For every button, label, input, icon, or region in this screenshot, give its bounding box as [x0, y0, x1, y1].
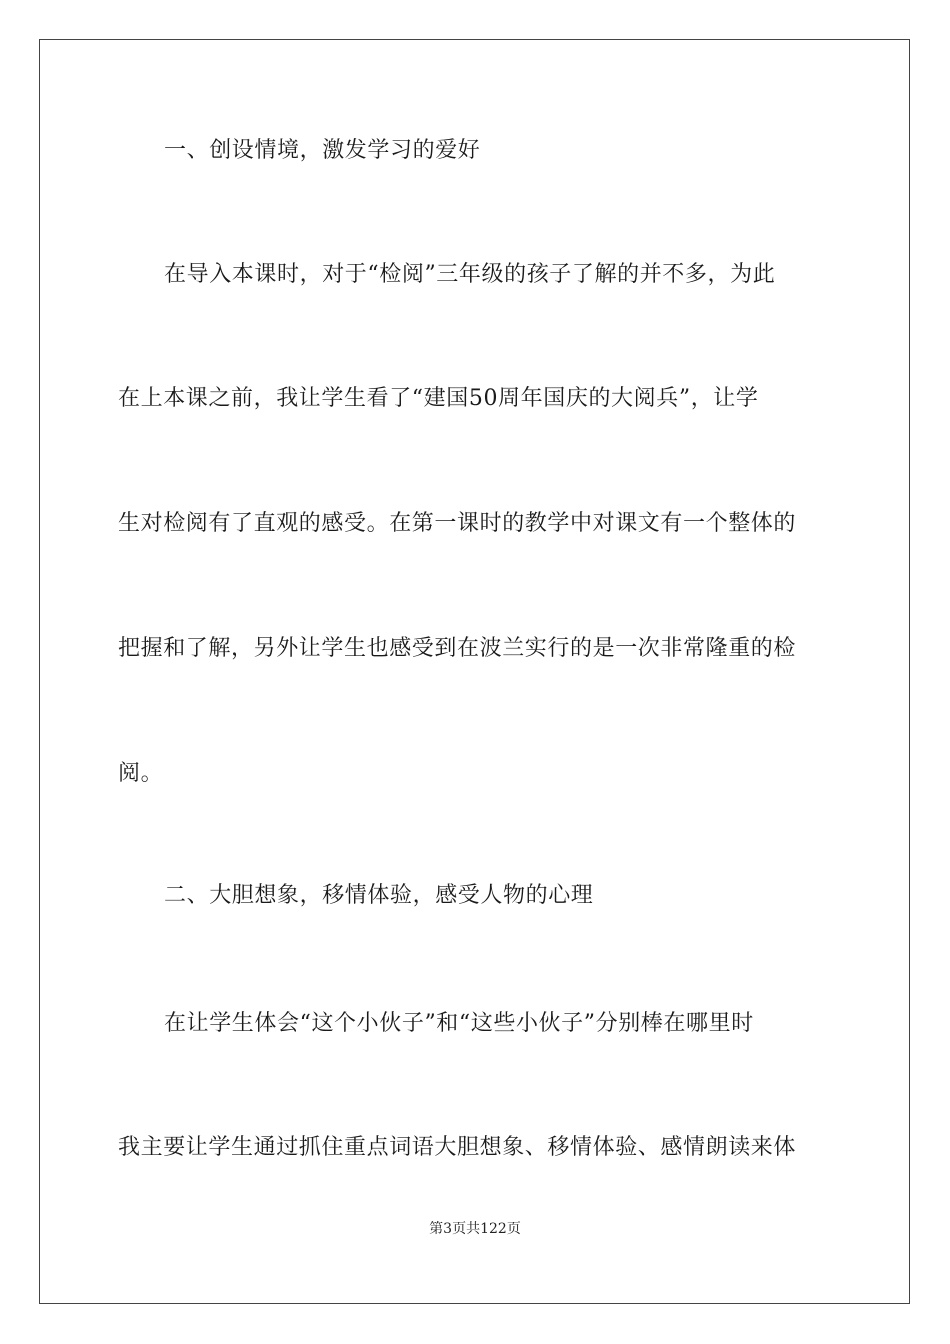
section-heading-1: 一、创设情境，激发学习的爱好 — [164, 138, 481, 163]
page-border — [39, 39, 910, 1304]
paragraph-line: 生对检阅有了直观的感受。在第一课时的教学中对课文有一个整体的 — [118, 511, 797, 536]
paragraph-line: 在让学生体会“这个小伙子”和“这些小伙子”分别棒在哪里时 — [164, 1011, 754, 1036]
paragraph-line: 在导入本课时，对于“检阅”三年级的孩子了解的并不多，为此 — [164, 262, 776, 287]
paragraph-line: 阅。 — [118, 761, 164, 786]
paragraph-line: 我主要让学生通过抓住重点词语大胆想象、移情体验、感情朗读来体 — [118, 1135, 797, 1160]
page-footer — [0, 1219, 950, 1239]
paragraph-line: 把握和了解，另外让学生也感受到在波兰实行的是一次非常隆重的检 — [118, 636, 797, 661]
page-number: 第3页 — [429, 1221, 467, 1237]
page-total: 共122页 — [466, 1221, 521, 1237]
section-heading-2: 二、大胆想象，移情体验，感受人物的心理 — [164, 883, 594, 908]
paragraph-line: 在上本课之前，我让学生看了“建国50周年国庆的大阅兵”，让学 — [118, 386, 759, 411]
